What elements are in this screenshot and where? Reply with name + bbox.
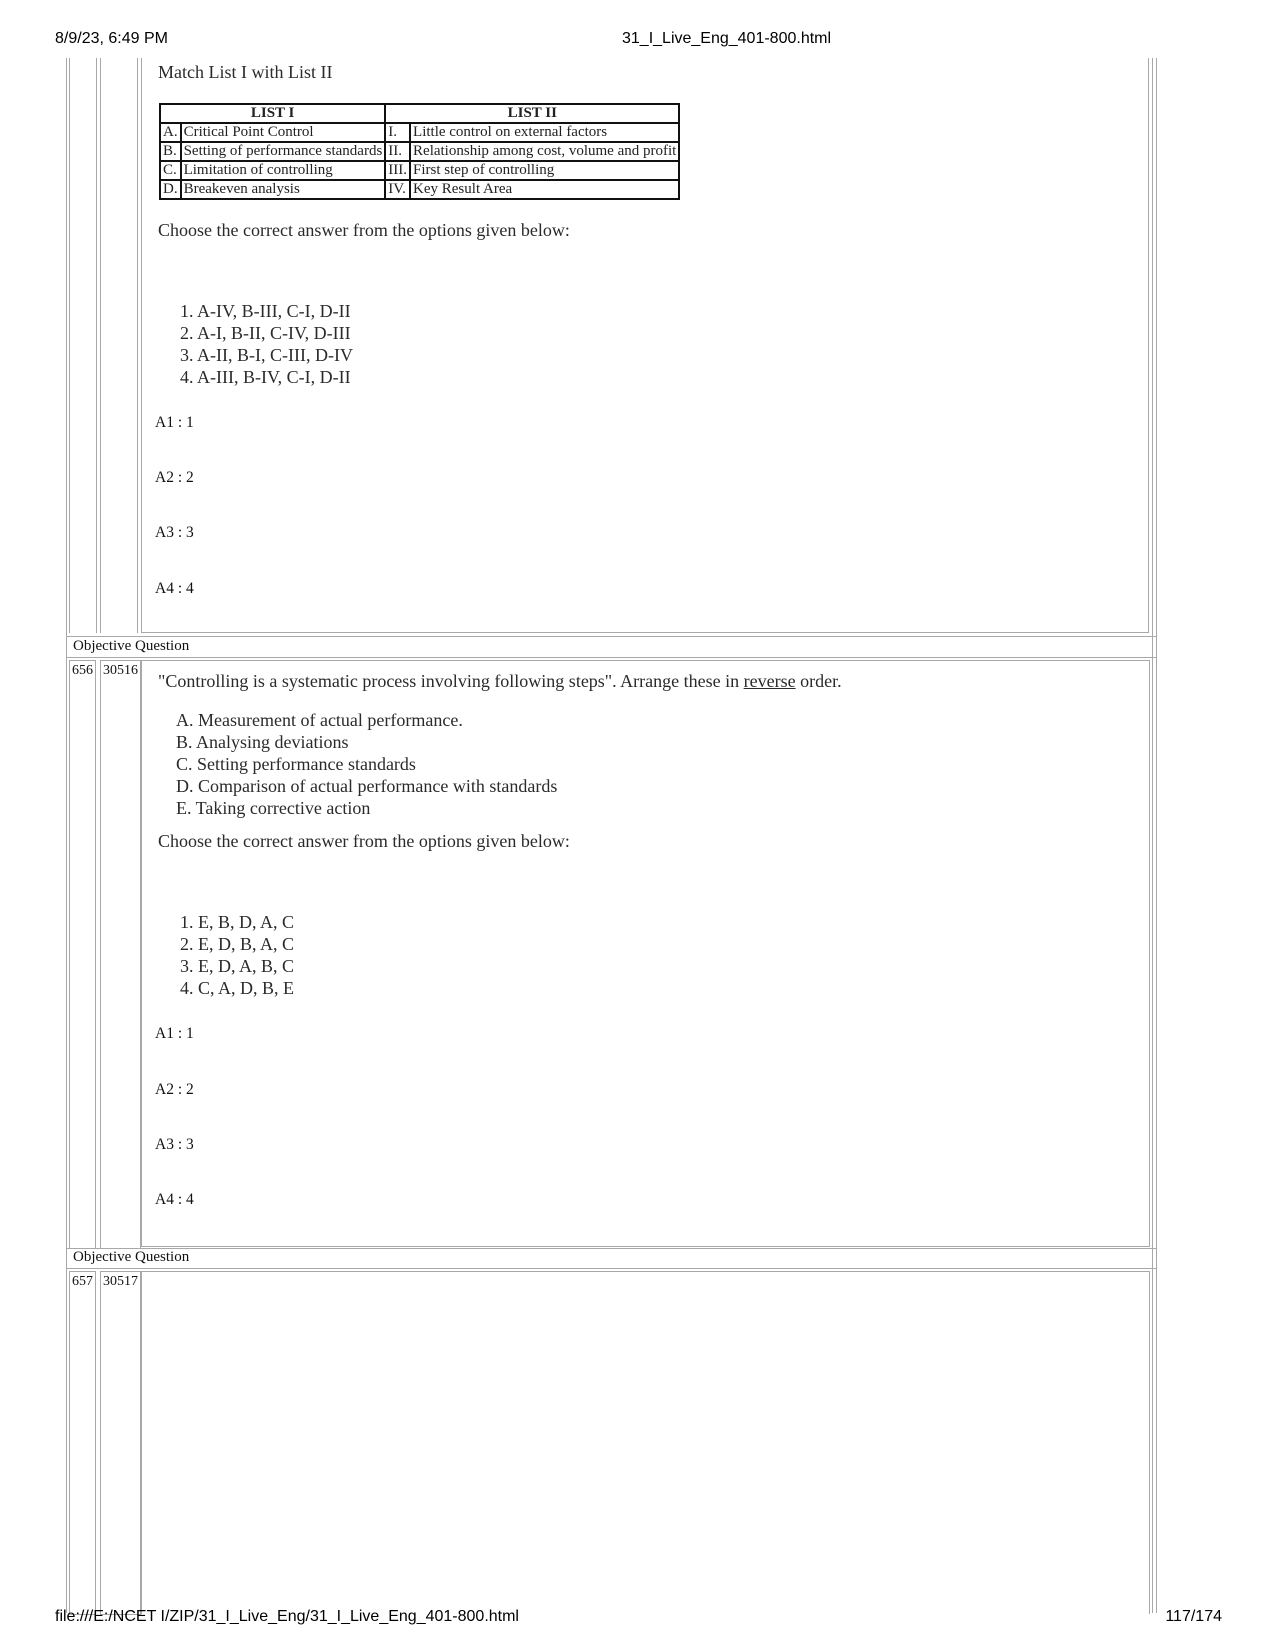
answer-option: A3 : 3 [155, 1136, 194, 1153]
choice-item: 1. E, B, D, A, C [180, 912, 295, 932]
print-header [0, 30, 1275, 52]
answer-option: A2 : 2 [155, 469, 194, 486]
list-two-value: First step of controlling [410, 161, 679, 180]
print-footer [0, 1608, 1275, 1630]
table-row [160, 142, 679, 161]
list-one-key: D. [160, 180, 181, 199]
frame-line [100, 58, 101, 633]
answer-option: A1 : 1 [155, 414, 194, 431]
list-two-value: Key Result Area [410, 180, 679, 199]
list-two-key: IV. [385, 180, 410, 199]
prompt-underlined: reverse [743, 671, 796, 691]
frame-line [66, 1268, 1156, 1269]
choice-item: 2. A-I, B-II, C-IV, D-III [180, 323, 351, 343]
table-row [160, 161, 679, 180]
answer-option: A1 : 1 [155, 1025, 194, 1042]
list-one-value: Critical Point Control [181, 123, 386, 142]
list-two-key: II. [385, 142, 410, 161]
question-body [141, 1271, 1150, 1614]
list-two-key: III. [385, 161, 410, 180]
list-one-header: LIST I [160, 104, 385, 123]
question-prompt: Match List I with List II [158, 62, 333, 82]
print-file-path: file:///E:/NCET I/ZIP/31_I_Live_Eng/31_I_Live_Eng_401-800.html [55, 1608, 519, 1625]
print-doc-title: 31_I_Live_Eng_401-800.html [622, 30, 832, 47]
choice-item: 3. E, D, A, B, C [180, 956, 295, 976]
list-two-header: LIST II [385, 104, 679, 123]
choice-item: 2. E, D, B, A, C [180, 934, 295, 954]
choice-item: 4. C, A, D, B, E [180, 978, 295, 998]
list-one-key: A. [160, 123, 181, 142]
print-datetime: 8/9/23, 6:49 PM [55, 30, 168, 47]
answer-option: A2 : 2 [155, 1081, 194, 1098]
print-page-number: 117/174 [1165, 1608, 1222, 1625]
prompt-text: "Controlling is a systematic process involving following steps". Arrange these in [158, 671, 740, 691]
question-prompt [158, 671, 842, 692]
table-row [160, 123, 679, 142]
frame-line [1148, 58, 1149, 633]
list-two-key: I. [385, 123, 410, 142]
list-one-value: Breakeven analysis [181, 180, 386, 199]
frame-line [66, 58, 67, 1613]
table-row [160, 180, 679, 199]
answer-option: A4 : 4 [155, 580, 194, 597]
step-item: C. Setting performance standards [176, 754, 416, 774]
list-one-key: B. [160, 142, 181, 161]
frame-line [1156, 58, 1157, 1613]
question-number: 657 [69, 1271, 96, 1615]
frame-line [1152, 58, 1153, 1613]
frame-line [69, 58, 70, 633]
question-id: 30516 [100, 660, 141, 1249]
list-one-value: Limitation of controlling [181, 161, 386, 180]
step-list [176, 709, 557, 819]
frame-line [141, 58, 142, 633]
choose-instruction: Choose the correct answer from the options given below: [158, 220, 570, 240]
frame-line [96, 58, 97, 633]
prompt-text: order. [800, 671, 842, 691]
answer-choices [180, 911, 294, 999]
frame-line [66, 1248, 1156, 1249]
step-item: A. Measurement of actual performance. [176, 710, 463, 730]
answer-option: A3 : 3 [155, 524, 194, 541]
section-label: Objective Question [73, 638, 190, 654]
question-id: 30517 [100, 1271, 141, 1615]
table-header-row [160, 104, 679, 123]
frame-line [66, 657, 1156, 658]
answer-option: A4 : 4 [155, 1191, 194, 1208]
step-item: E. Taking corrective action [176, 798, 371, 818]
match-table [159, 103, 680, 200]
frame-line [141, 632, 1149, 633]
list-two-value: Relationship among cost, volume and profit [410, 142, 679, 161]
step-item: D. Comparison of actual performance with standards [176, 776, 558, 796]
choice-item: 4. A-III, B-IV, C-I, D-II [180, 367, 351, 387]
choice-item: 1. A-IV, B-III, C-I, D-II [180, 301, 351, 321]
answer-choices [180, 300, 353, 388]
list-one-key: C. [160, 161, 181, 180]
frame-line [137, 58, 138, 633]
list-two-value: Little control on external factors [410, 123, 679, 142]
choose-instruction: Choose the correct answer from the options given below: [158, 831, 570, 851]
frame-line [66, 636, 1156, 637]
step-item: B. Analysing deviations [176, 732, 349, 752]
choice-item: 3. A-II, B-I, C-III, D-IV [180, 345, 353, 365]
question-number: 656 [69, 660, 96, 1249]
list-one-value: Setting of performance standards [181, 142, 386, 161]
section-label: Objective Question [73, 1249, 190, 1265]
